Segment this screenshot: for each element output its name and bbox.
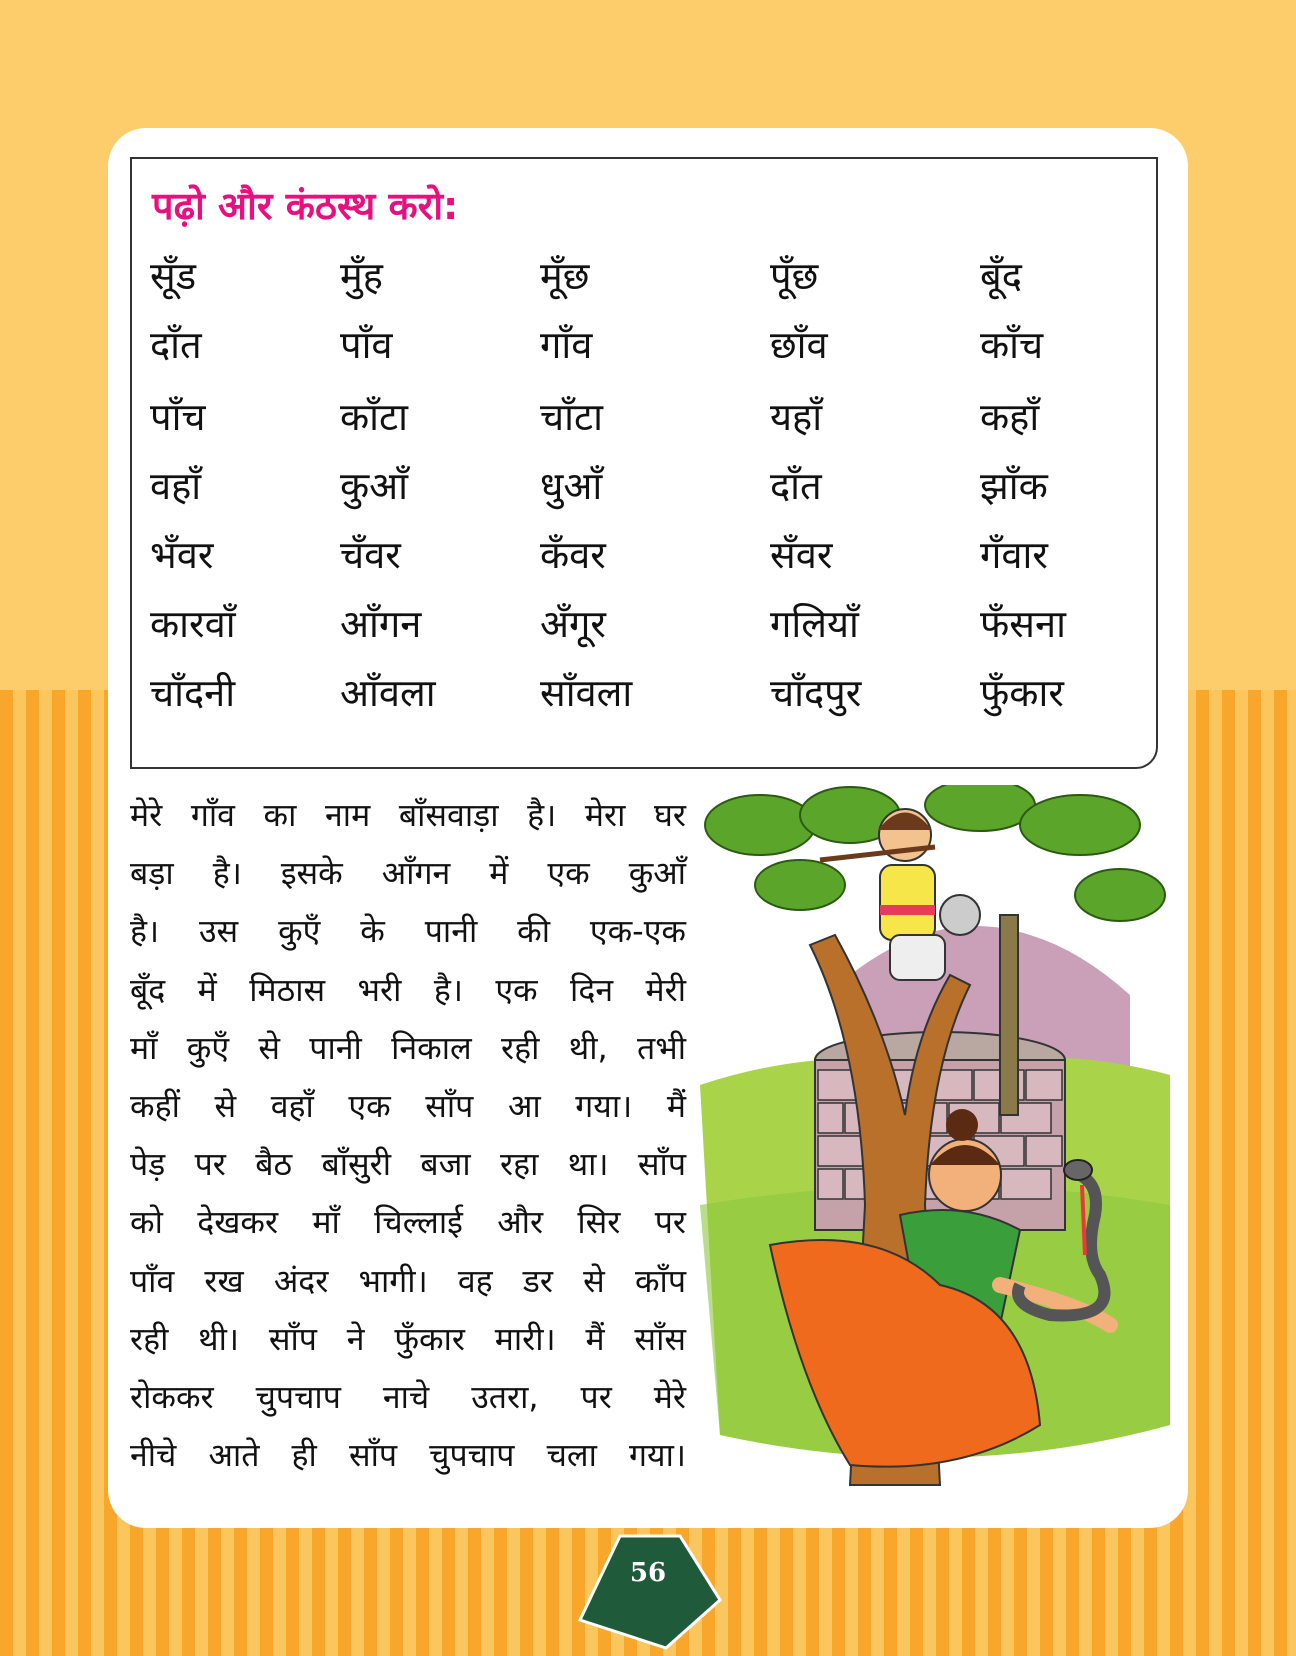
word-cell: काँच xyxy=(980,323,1044,367)
word-cell: कहाँ xyxy=(980,395,1040,439)
word-cell: कँवर xyxy=(540,533,606,577)
word-cell: अँगूर xyxy=(540,602,606,646)
story-line: रही थी। साँप ने फुँकार मारी। मैं साँस xyxy=(130,1319,686,1358)
word-cell: गँवार xyxy=(980,533,1048,577)
word-cell: मुँह xyxy=(340,254,383,298)
story-line: माँ कुएँ से पानी निकाल रही थी, तभी xyxy=(130,1028,686,1067)
word-list-box xyxy=(130,157,1158,769)
word-cell: भँवर xyxy=(150,533,214,577)
story-line: बड़ा है। इसके आँगन में एक कुआँ xyxy=(130,854,686,893)
word-cell: पाँव xyxy=(340,323,393,367)
word-cell: दाँत xyxy=(150,323,202,367)
word-grid xyxy=(150,249,1140,735)
word-cell: फुँकार xyxy=(980,671,1064,715)
story-line: पेड़ पर बैठ बाँसुरी बजा रहा था। साँप xyxy=(130,1145,686,1184)
story-line: मेरे गाँव का नाम बाँसवाड़ा है। मेरा घर xyxy=(130,796,686,834)
word-cell: वहाँ xyxy=(150,464,202,508)
word-cell: धुआँ xyxy=(540,464,603,508)
story-line: है। उस कुएँ के पानी की एक-एक xyxy=(130,912,686,951)
story-illustration xyxy=(700,785,1180,1490)
story-paragraph xyxy=(130,786,686,1484)
section-heading: पढ़ो और कंठस्थ करो: xyxy=(152,184,459,228)
word-cell: चाँदनी xyxy=(150,671,236,715)
word-row xyxy=(150,249,1140,318)
word-cell: चँवर xyxy=(340,533,401,577)
word-cell: छाँव xyxy=(770,323,828,367)
story-line: नीचे आते ही साँप चुपचाप चला गया। xyxy=(130,1436,686,1475)
word-cell: सूँड xyxy=(150,254,197,298)
word-cell: आँगन xyxy=(340,602,422,646)
story-line: पाँव रख अंदर भागी। वह डर से काँप xyxy=(130,1261,686,1300)
page-number-badge xyxy=(570,1530,730,1650)
word-cell: झाँक xyxy=(980,464,1048,508)
story-line: रोककर चुपचाप नाचे उतरा, पर मेरे xyxy=(130,1378,686,1417)
word-cell: पूँछ xyxy=(770,254,819,298)
word-cell: दाँत xyxy=(770,464,822,508)
page-number: 56 xyxy=(629,1558,667,1588)
word-cell: चाँदपुर xyxy=(770,671,862,715)
word-cell: साँवला xyxy=(540,671,633,715)
word-cell: कारवाँ xyxy=(150,602,236,646)
story-line: को देखकर माँ चिल्लाई और सिर पर xyxy=(130,1203,686,1242)
word-row xyxy=(150,318,1140,390)
word-cell: यहाँ xyxy=(770,395,823,439)
word-cell: पाँच xyxy=(150,395,206,439)
story-line: कहीं से वहाँ एक साँप आ गया। मैं xyxy=(130,1087,686,1126)
word-cell: गलियाँ xyxy=(770,602,859,646)
word-cell: फँसना xyxy=(980,602,1066,646)
word-row xyxy=(150,666,1140,735)
word-cell: बूँद xyxy=(980,254,1022,298)
word-cell: काँटा xyxy=(340,395,409,439)
word-cell: चाँटा xyxy=(540,395,603,439)
word-cell: मूँछ xyxy=(540,254,590,298)
word-cell: सँवर xyxy=(770,533,833,577)
word-row xyxy=(150,528,1140,597)
word-cell: गाँव xyxy=(540,323,593,367)
story-line: बूँद में मिठास भरी है। एक दिन मेरी xyxy=(130,970,686,1009)
word-cell: आँवला xyxy=(340,671,436,715)
word-row xyxy=(150,459,1140,528)
word-row xyxy=(150,597,1140,666)
word-cell: कुआँ xyxy=(340,464,409,508)
word-row xyxy=(150,390,1140,459)
